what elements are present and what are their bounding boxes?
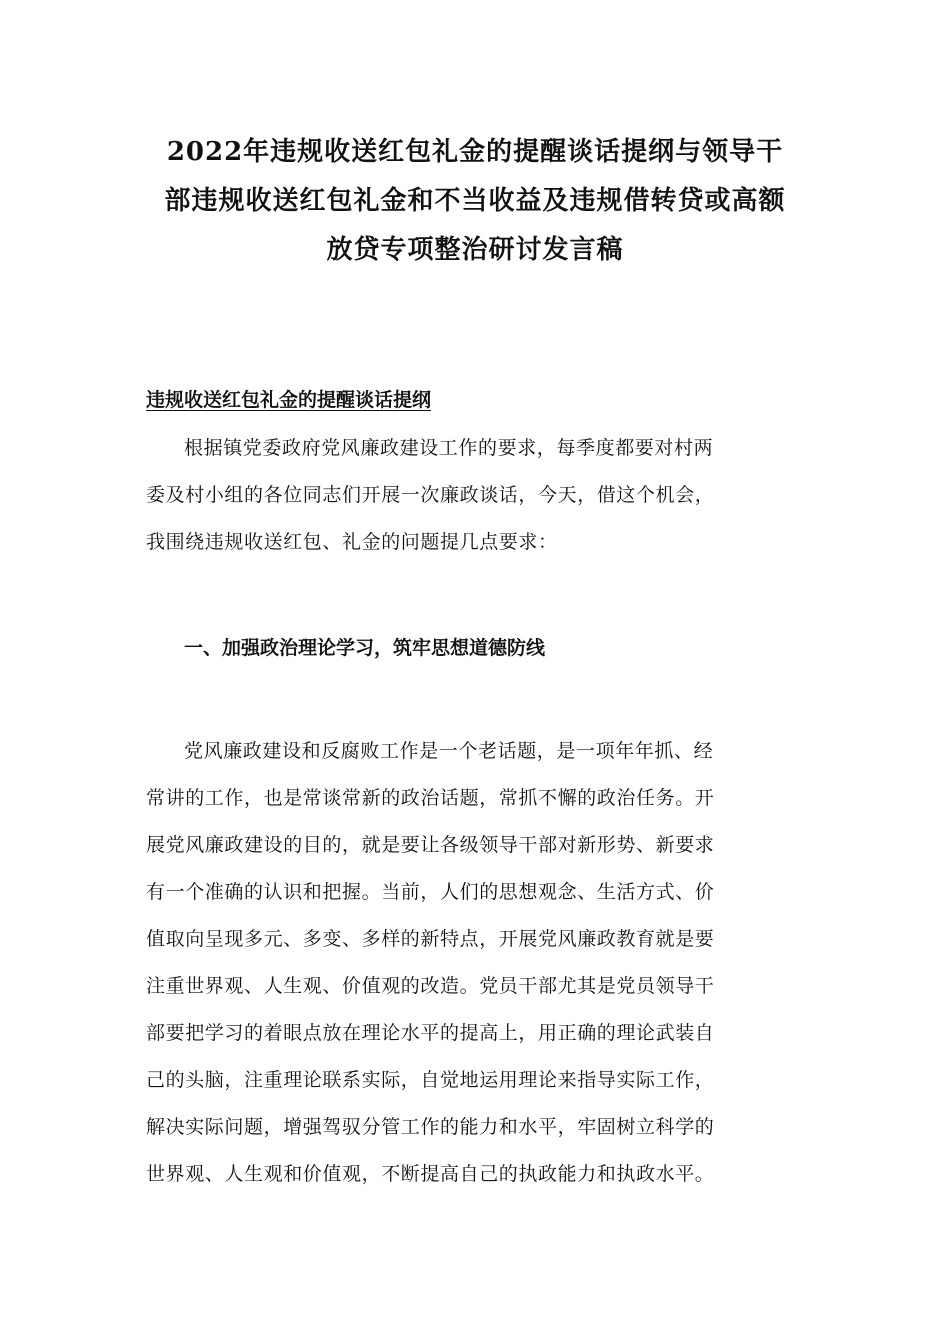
paragraph-line: 解决实际问题，增强驾驭分管工作的能力和水平，牢固树立科学的 (146, 1116, 715, 1138)
section-heading: 一、加强政治理论学习，筑牢思想道德防线 (184, 637, 546, 659)
paragraph-line: 部要把学习的着眼点放在理论水平的提高上，用正确的理论武装自 (146, 1022, 715, 1044)
document-title (130, 128, 820, 275)
paragraph-line: 展党风廉政建设的目的，就是要让各级领导干部对新形势、新要求 (146, 834, 715, 856)
paragraph-line: 值取向呈现多元、多变、多样的新特点，开展党风廉政教育就是要 (146, 928, 715, 950)
paragraph-line: 注重世界观、人生观、价值观的改造。党员干部尤其是党员领导干 (146, 975, 715, 997)
paragraph-line: 常讲的工作，也是常谈常新的政治话题，常抓不懈的政治任务。开 (146, 787, 715, 809)
paragraph-line: 我围绕违规收送红包、礼金的问题提几点要求： (146, 531, 558, 553)
title-line: 部违规收送红包礼金和不当收益及违规借转贷或高额 (164, 186, 786, 216)
section-body-paragraph (146, 728, 806, 1198)
paragraph-line: 世界观、人生观和价值观，不断提高自己的执政能力和执政水平。 (146, 1163, 715, 1185)
paragraph-line: 党风廉政建设和反腐败工作是一个老话题，是一项年年抓、经 (184, 740, 714, 762)
paragraph-line: 有一个准确的认识和把握。当前，人们的思想观念、生活方式、价 (146, 881, 715, 903)
title-line: 放贷专项整治研讨发言稿 (326, 235, 624, 265)
title-line: 2022年违规收送红包礼金的提醒谈话提纲与领导干 (166, 137, 784, 167)
paragraph-line: 委及村小组的各位同志们开展一次廉政谈话，今天，借这个机会， (146, 484, 715, 506)
paragraph-line: 根据镇党委政府党风廉政建设工作的要求，每季度都要对村两 (184, 437, 714, 459)
section-subheading: 违规收送红包礼金的提醒谈话提纲 (146, 389, 432, 411)
paragraph-line: 己的头脑，注重理论联系实际，自觉地运用理论来指导实际工作， (146, 1069, 715, 1091)
intro-paragraph (146, 425, 806, 566)
